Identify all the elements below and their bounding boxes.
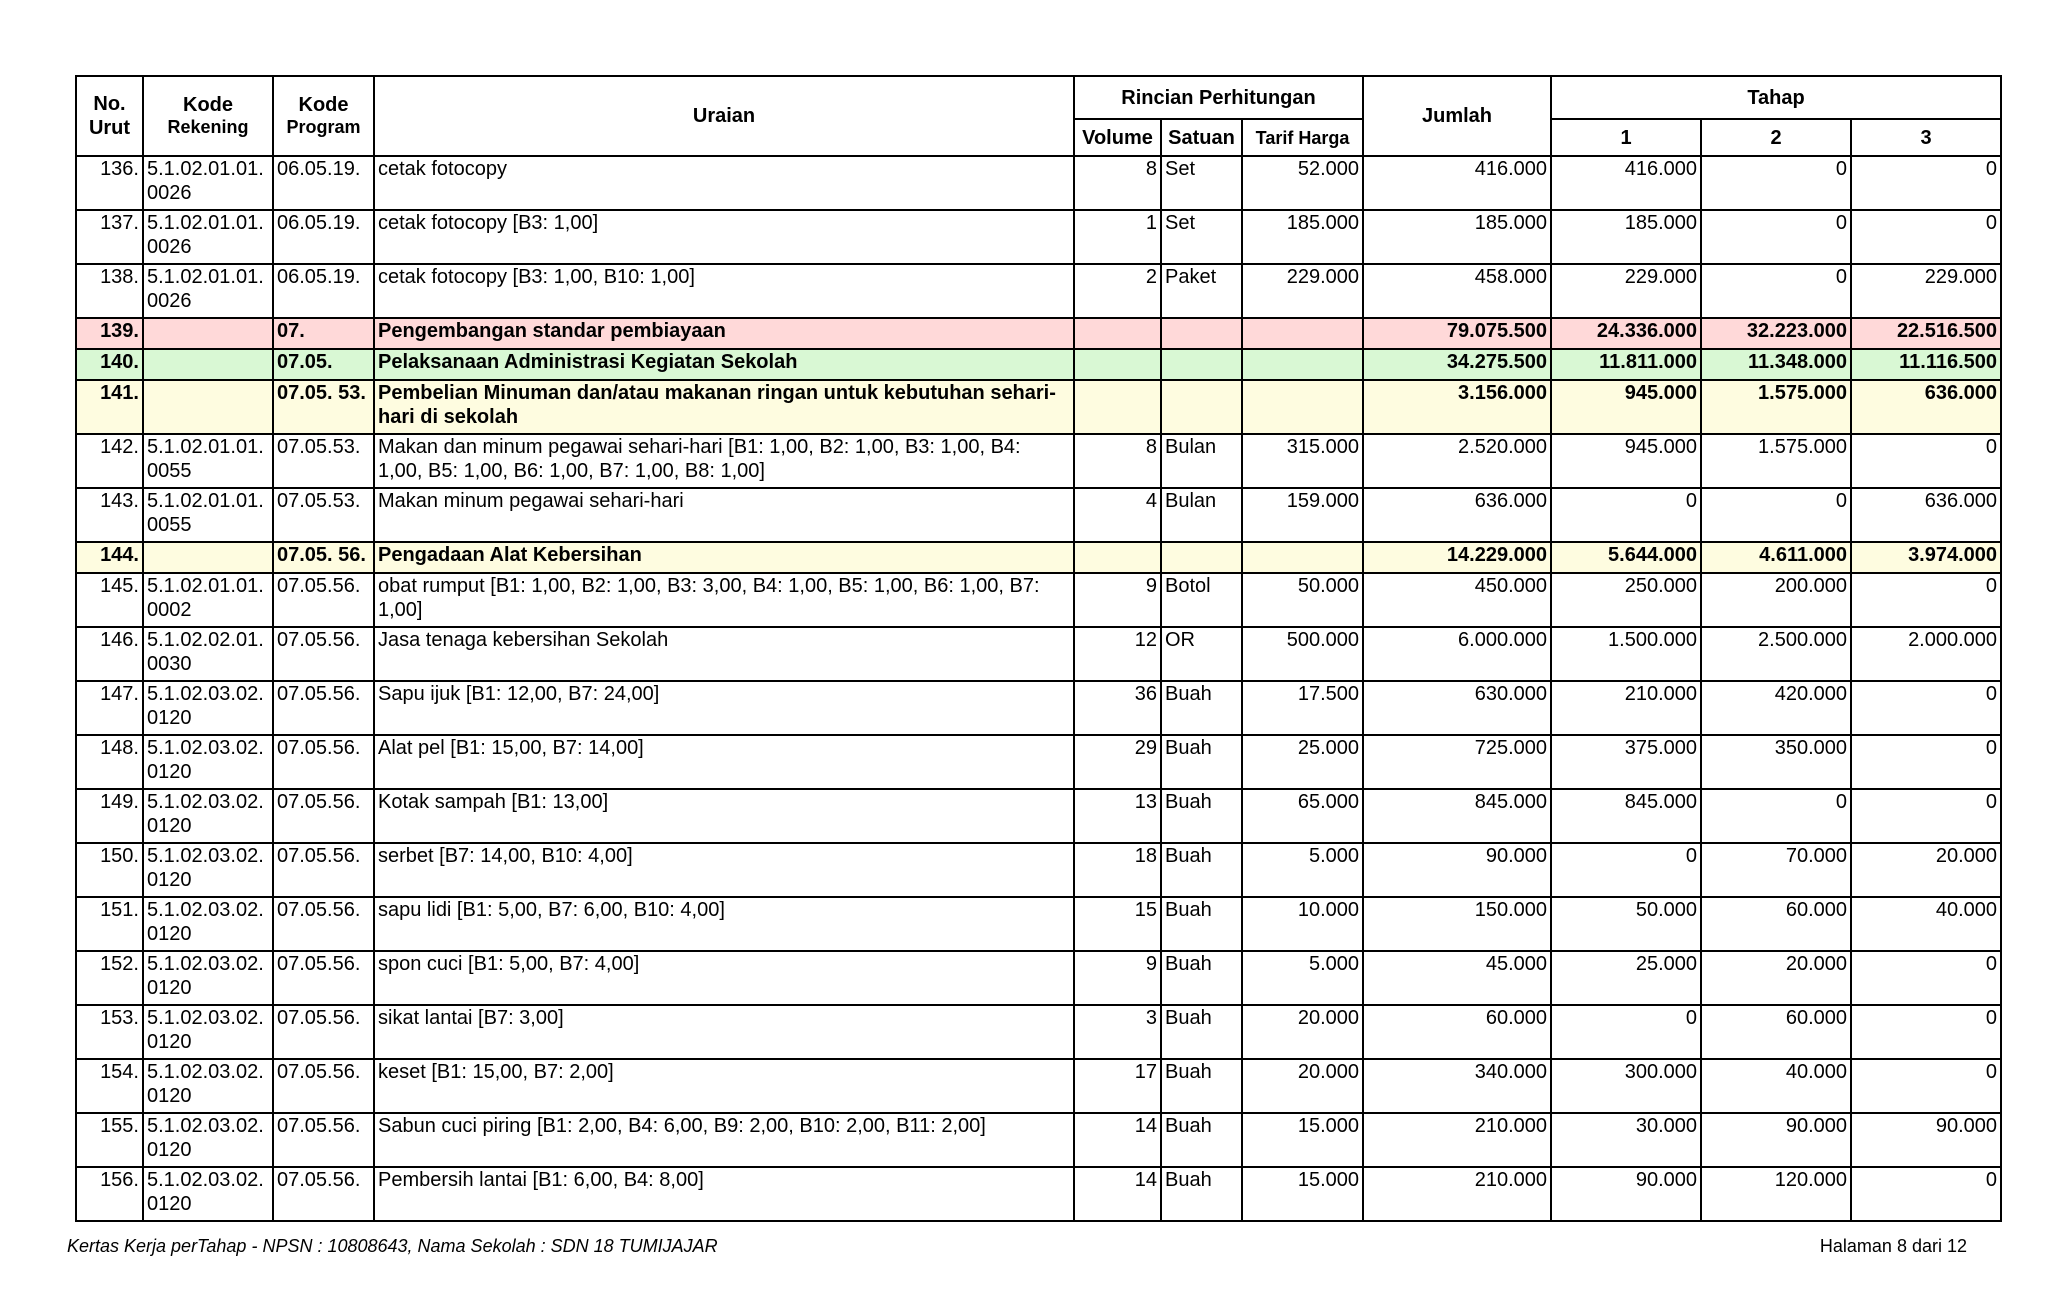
cell-tahap-3: 0: [1851, 735, 2001, 789]
cell-kode-rekening: 5.1.02.03.02. 0120: [143, 789, 273, 843]
cell-kode-program: 06.05.19.: [273, 264, 374, 318]
cell-jumlah: 210.000: [1363, 1167, 1551, 1221]
cell-jumlah: 14.229.000: [1363, 542, 1551, 573]
cell-satuan: OR: [1161, 627, 1242, 681]
cell-kode-program: 07.05.56.: [273, 681, 374, 735]
budget-sheet: [75, 75, 1998, 1222]
cell-volume: 2: [1074, 264, 1161, 318]
cell-tahap-2: 0: [1701, 488, 1851, 542]
cell-kode-program: 07.05. 53.: [273, 380, 374, 434]
cell-volume: 13: [1074, 789, 1161, 843]
cell-tahap-3: 2.000.000: [1851, 627, 2001, 681]
cell-uraian: Pengadaan Alat Kebersihan: [374, 542, 1074, 573]
cell-kode-rekening: 5.1.02.03.02. 0120: [143, 1167, 273, 1221]
cell-uraian: Pengembangan standar pembiayaan: [374, 318, 1074, 349]
cell-volume: [1074, 349, 1161, 380]
cell-uraian: sapu lidi [B1: 5,00, B7: 6,00, B10: 4,00]: [374, 897, 1074, 951]
cell-kode-rekening: 5.1.02.01.01. 0026: [143, 156, 273, 210]
cell-tahap-1: 945.000: [1551, 434, 1701, 488]
header-tarif: Tarif Harga: [1242, 119, 1363, 156]
cell-volume: [1074, 380, 1161, 434]
cell-kode-program: 07.05.56.: [273, 843, 374, 897]
header-volume: Volume: [1074, 119, 1161, 156]
cell-tarif: 159.000: [1242, 488, 1363, 542]
cell-satuan: Buah: [1161, 951, 1242, 1005]
cell-tahap-2: 120.000: [1701, 1167, 1851, 1221]
cell-tahap-1: 1.500.000: [1551, 627, 1701, 681]
cell-jumlah: 34.275.500: [1363, 349, 1551, 380]
cell-tahap-1: 0: [1551, 488, 1701, 542]
cell-uraian: Makan minum pegawai sehari-hari: [374, 488, 1074, 542]
cell-satuan: Buah: [1161, 1167, 1242, 1221]
table-row: [76, 1167, 2001, 1221]
table-row: [76, 897, 2001, 951]
cell-satuan: [1161, 318, 1242, 349]
cell-volume: 36: [1074, 681, 1161, 735]
cell-volume: 17: [1074, 1059, 1161, 1113]
cell-tahap-2: 0: [1701, 789, 1851, 843]
cell-tahap-3: 3.974.000: [1851, 542, 2001, 573]
cell-kode-program: 06.05.19.: [273, 156, 374, 210]
cell-no-urut: 138.: [76, 264, 143, 318]
cell-no-urut: 153.: [76, 1005, 143, 1059]
cell-kode-rekening: 5.1.02.01.01. 0055: [143, 434, 273, 488]
cell-kode-program: 07.05.53.: [273, 434, 374, 488]
header-tahap-3: 3: [1851, 119, 2001, 156]
cell-tahap-1: 5.644.000: [1551, 542, 1701, 573]
cell-tarif: [1242, 318, 1363, 349]
cell-tahap-2: 60.000: [1701, 897, 1851, 951]
cell-jumlah: 185.000: [1363, 210, 1551, 264]
cell-tahap-3: 0: [1851, 573, 2001, 627]
cell-tarif: 5.000: [1242, 843, 1363, 897]
cell-kode-program: 07.05. 56.: [273, 542, 374, 573]
cell-uraian: Makan dan minum pegawai sehari-hari [B1: 1,00, B2: 1,00, B3: 1,00, B4: 1,00, B5: 1,00, B6: 1,00, B7: 1,00, B8: 1,00]: [374, 434, 1074, 488]
cell-no-urut: 142.: [76, 434, 143, 488]
cell-tahap-1: 24.336.000: [1551, 318, 1701, 349]
cell-jumlah: 725.000: [1363, 735, 1551, 789]
cell-jumlah: 340.000: [1363, 1059, 1551, 1113]
cell-satuan: Buah: [1161, 735, 1242, 789]
cell-tahap-3: 229.000: [1851, 264, 2001, 318]
cell-no-urut: 137.: [76, 210, 143, 264]
cell-uraian: keset [B1: 15,00, B7: 2,00]: [374, 1059, 1074, 1113]
cell-uraian: Sapu ijuk [B1: 12,00, B7: 24,00]: [374, 681, 1074, 735]
cell-kode-program: 07.05.53.: [273, 488, 374, 542]
cell-tahap-2: 200.000: [1701, 573, 1851, 627]
table-row: [76, 573, 2001, 627]
cell-satuan: Bulan: [1161, 488, 1242, 542]
header-uraian: Uraian: [374, 76, 1074, 156]
cell-tahap-3: 0: [1851, 951, 2001, 1005]
cell-volume: [1074, 318, 1161, 349]
cell-tahap-3: 0: [1851, 434, 2001, 488]
cell-tahap-2: 4.611.000: [1701, 542, 1851, 573]
cell-no-urut: 139.: [76, 318, 143, 349]
cell-tahap-2: 20.000: [1701, 951, 1851, 1005]
cell-tarif: 229.000: [1242, 264, 1363, 318]
cell-jumlah: 636.000: [1363, 488, 1551, 542]
cell-tahap-3: 20.000: [1851, 843, 2001, 897]
cell-tahap-3: 0: [1851, 1059, 2001, 1113]
cell-tahap-1: 375.000: [1551, 735, 1701, 789]
cell-no-urut: 148.: [76, 735, 143, 789]
cell-tahap-1: 416.000: [1551, 156, 1701, 210]
table-row: [76, 627, 2001, 681]
cell-kode-program: 07.05.: [273, 349, 374, 380]
cell-no-urut: 143.: [76, 488, 143, 542]
cell-volume: 1: [1074, 210, 1161, 264]
cell-kode-rekening: [143, 318, 273, 349]
cell-no-urut: 140.: [76, 349, 143, 380]
cell-tahap-1: 25.000: [1551, 951, 1701, 1005]
cell-no-urut: 150.: [76, 843, 143, 897]
table-row-group: [76, 542, 2001, 573]
cell-volume: 8: [1074, 156, 1161, 210]
cell-tarif: 65.000: [1242, 789, 1363, 843]
cell-tahap-3: 22.516.500: [1851, 318, 2001, 349]
cell-volume: 3: [1074, 1005, 1161, 1059]
cell-volume: 9: [1074, 951, 1161, 1005]
header-tahap-2: 2: [1701, 119, 1851, 156]
cell-volume: 12: [1074, 627, 1161, 681]
cell-tarif: [1242, 542, 1363, 573]
cell-kode-rekening: 5.1.02.03.02. 0120: [143, 1059, 273, 1113]
cell-jumlah: 845.000: [1363, 789, 1551, 843]
cell-tahap-3: 0: [1851, 1167, 2001, 1221]
cell-tarif: [1242, 349, 1363, 380]
cell-tahap-2: 90.000: [1701, 1113, 1851, 1167]
table-row: [76, 843, 2001, 897]
cell-tarif: 25.000: [1242, 735, 1363, 789]
cell-kode-rekening: 5.1.02.01.01. 0026: [143, 264, 273, 318]
cell-no-urut: 147.: [76, 681, 143, 735]
cell-uraian: serbet [B7: 14,00, B10: 4,00]: [374, 843, 1074, 897]
table-row: [76, 1059, 2001, 1113]
cell-tahap-1: 229.000: [1551, 264, 1701, 318]
cell-tahap-2: 40.000: [1701, 1059, 1851, 1113]
cell-kode-rekening: 5.1.02.01.01. 0055: [143, 488, 273, 542]
table-row: [76, 264, 2001, 318]
cell-satuan: Bulan: [1161, 434, 1242, 488]
cell-tarif: 315.000: [1242, 434, 1363, 488]
cell-tahap-2: 70.000: [1701, 843, 1851, 897]
cell-tahap-2: 350.000: [1701, 735, 1851, 789]
cell-jumlah: 150.000: [1363, 897, 1551, 951]
cell-uraian: Alat pel [B1: 15,00, B7: 14,00]: [374, 735, 1074, 789]
cell-tahap-3: 0: [1851, 156, 2001, 210]
cell-no-urut: 136.: [76, 156, 143, 210]
table-row: [76, 735, 2001, 789]
cell-no-urut: 149.: [76, 789, 143, 843]
cell-uraian: Sabun cuci piring [B1: 2,00, B4: 6,00, B9: 2,00, B10: 2,00, B11: 2,00]: [374, 1113, 1074, 1167]
cell-kode-program: 07.: [273, 318, 374, 349]
cell-tahap-2: 32.223.000: [1701, 318, 1851, 349]
cell-volume: 14: [1074, 1167, 1161, 1221]
cell-kode-program: 07.05.56.: [273, 897, 374, 951]
cell-tahap-2: 0: [1701, 264, 1851, 318]
cell-kode-program: 06.05.19.: [273, 210, 374, 264]
cell-tahap-2: 420.000: [1701, 681, 1851, 735]
cell-satuan: Buah: [1161, 1059, 1242, 1113]
cell-no-urut: 144.: [76, 542, 143, 573]
cell-no-urut: 141.: [76, 380, 143, 434]
cell-kode-rekening: 5.1.02.03.02. 0120: [143, 735, 273, 789]
footer-document-info: Kertas Kerja perTahap - NPSN : 10808643, Nama Sekolah : SDN 18 TUMIJAJAR: [67, 1236, 718, 1256]
cell-kode-rekening: 5.1.02.03.02. 0120: [143, 1005, 273, 1059]
cell-no-urut: 151.: [76, 897, 143, 951]
cell-tahap-1: 945.000: [1551, 380, 1701, 434]
cell-kode-rekening: [143, 349, 273, 380]
cell-jumlah: 458.000: [1363, 264, 1551, 318]
cell-kode-rekening: 5.1.02.03.02. 0120: [143, 897, 273, 951]
cell-tarif: 17.500: [1242, 681, 1363, 735]
cell-jumlah: 90.000: [1363, 843, 1551, 897]
cell-volume: [1074, 542, 1161, 573]
cell-satuan: Botol: [1161, 573, 1242, 627]
budget-table: [75, 75, 2002, 1222]
cell-tahap-1: 300.000: [1551, 1059, 1701, 1113]
cell-tarif: 185.000: [1242, 210, 1363, 264]
cell-satuan: Buah: [1161, 1113, 1242, 1167]
cell-kode-rekening: [143, 542, 273, 573]
cell-tahap-3: 11.116.500: [1851, 349, 2001, 380]
cell-tahap-2: 60.000: [1701, 1005, 1851, 1059]
cell-jumlah: 450.000: [1363, 573, 1551, 627]
cell-satuan: Set: [1161, 210, 1242, 264]
cell-volume: 14: [1074, 1113, 1161, 1167]
cell-tahap-1: 210.000: [1551, 681, 1701, 735]
cell-jumlah: 630.000: [1363, 681, 1551, 735]
cell-uraian: Jasa tenaga kebersihan Sekolah: [374, 627, 1074, 681]
cell-satuan: Buah: [1161, 1005, 1242, 1059]
cell-kode-program: 07.05.56.: [273, 627, 374, 681]
cell-satuan: Buah: [1161, 789, 1242, 843]
cell-kode-rekening: 5.1.02.02.01. 0030: [143, 627, 273, 681]
cell-satuan: Buah: [1161, 897, 1242, 951]
header-rincian: Rincian Perhitungan: [1074, 76, 1363, 119]
cell-kode-program: 07.05.56.: [273, 1167, 374, 1221]
cell-kode-rekening: 5.1.02.03.02. 0120: [143, 951, 273, 1005]
cell-tahap-1: 30.000: [1551, 1113, 1701, 1167]
cell-kode-program: 07.05.56.: [273, 1005, 374, 1059]
cell-kode-program: 07.05.56.: [273, 951, 374, 1005]
header-tahap-1: 1: [1551, 119, 1701, 156]
cell-jumlah: 3.156.000: [1363, 380, 1551, 434]
cell-uraian: Pembelian Minuman dan/atau makanan ringan untuk kebutuhan sehari-hari di sekolah: [374, 380, 1074, 434]
cell-tarif: 5.000: [1242, 951, 1363, 1005]
cell-jumlah: 210.000: [1363, 1113, 1551, 1167]
cell-tarif: 20.000: [1242, 1005, 1363, 1059]
cell-no-urut: 152.: [76, 951, 143, 1005]
cell-uraian: cetak fotocopy: [374, 156, 1074, 210]
cell-tahap-2: 2.500.000: [1701, 627, 1851, 681]
header-tahap: Tahap: [1551, 76, 2001, 119]
cell-tarif: 50.000: [1242, 573, 1363, 627]
cell-jumlah: 416.000: [1363, 156, 1551, 210]
cell-jumlah: 79.075.500: [1363, 318, 1551, 349]
cell-satuan: [1161, 349, 1242, 380]
cell-tahap-1: 0: [1551, 1005, 1701, 1059]
cell-uraian: cetak fotocopy [B3: 1,00]: [374, 210, 1074, 264]
cell-tahap-3: 0: [1851, 210, 2001, 264]
cell-tahap-2: 1.575.000: [1701, 434, 1851, 488]
cell-volume: 9: [1074, 573, 1161, 627]
cell-satuan: Paket: [1161, 264, 1242, 318]
cell-tahap-3: 0: [1851, 1005, 2001, 1059]
cell-jumlah: 45.000: [1363, 951, 1551, 1005]
table-row: [76, 434, 2001, 488]
header-jumlah: Jumlah: [1363, 76, 1551, 156]
cell-uraian: cetak fotocopy [B3: 1,00, B10: 1,00]: [374, 264, 1074, 318]
cell-uraian: sikat lantai [B7: 3,00]: [374, 1005, 1074, 1059]
cell-kode-rekening: 5.1.02.03.02. 0120: [143, 1113, 273, 1167]
footer-page-number: Halaman 8 dari 12: [1819, 1236, 1967, 1256]
table-row: [76, 210, 2001, 264]
cell-tarif: 15.000: [1242, 1167, 1363, 1221]
cell-volume: 29: [1074, 735, 1161, 789]
table-row: [76, 156, 2001, 210]
cell-kode-program: 07.05.56.: [273, 573, 374, 627]
cell-tahap-3: 0: [1851, 789, 2001, 843]
cell-tarif: 10.000: [1242, 897, 1363, 951]
header-no-urut: No. Urut: [76, 76, 143, 156]
cell-tahap-3: 636.000: [1851, 488, 2001, 542]
cell-tarif: 500.000: [1242, 627, 1363, 681]
cell-volume: 18: [1074, 843, 1161, 897]
cell-jumlah: 60.000: [1363, 1005, 1551, 1059]
header-kode-program: Kode Program: [273, 76, 374, 156]
cell-uraian: obat rumput [B1: 1,00, B2: 1,00, B3: 3,00, B4: 1,00, B5: 1,00, B6: 1,00, B7: 1,00]: [374, 573, 1074, 627]
table-row: [76, 488, 2001, 542]
cell-uraian: Pelaksanaan Administrasi Kegiatan Sekolah: [374, 349, 1074, 380]
cell-no-urut: 155.: [76, 1113, 143, 1167]
cell-volume: 8: [1074, 434, 1161, 488]
table-row-group: [76, 318, 2001, 349]
cell-tahap-1: 185.000: [1551, 210, 1701, 264]
cell-satuan: Set: [1161, 156, 1242, 210]
cell-tarif: [1242, 380, 1363, 434]
table-body: [76, 156, 2001, 1221]
cell-jumlah: 6.000.000: [1363, 627, 1551, 681]
header-kode-rekening: Kode Rekening: [143, 76, 273, 156]
cell-kode-program: 07.05.56.: [273, 1059, 374, 1113]
cell-no-urut: 154.: [76, 1059, 143, 1113]
cell-kode-program: 07.05.56.: [273, 789, 374, 843]
table-header: [76, 76, 2001, 156]
cell-tahap-3: 40.000: [1851, 897, 2001, 951]
cell-tahap-1: 50.000: [1551, 897, 1701, 951]
cell-tahap-2: 1.575.000: [1701, 380, 1851, 434]
table-row: [76, 681, 2001, 735]
cell-tarif: 52.000: [1242, 156, 1363, 210]
table-row: [76, 1113, 2001, 1167]
cell-no-urut: 145.: [76, 573, 143, 627]
cell-kode-rekening: [143, 380, 273, 434]
table-row: [76, 789, 2001, 843]
cell-tahap-1: 845.000: [1551, 789, 1701, 843]
table-row-group: [76, 380, 2001, 434]
cell-kode-program: 07.05.56.: [273, 1113, 374, 1167]
cell-volume: 4: [1074, 488, 1161, 542]
cell-uraian: Kotak sampah [B1: 13,00]: [374, 789, 1074, 843]
cell-satuan: Buah: [1161, 681, 1242, 735]
table-row-group: [76, 349, 2001, 380]
cell-tarif: 15.000: [1242, 1113, 1363, 1167]
table-row: [76, 1005, 2001, 1059]
cell-jumlah: 2.520.000: [1363, 434, 1551, 488]
cell-satuan: Buah: [1161, 843, 1242, 897]
cell-tahap-3: 0: [1851, 681, 2001, 735]
cell-kode-rekening: 5.1.02.03.02. 0120: [143, 681, 273, 735]
cell-tarif: 20.000: [1242, 1059, 1363, 1113]
cell-uraian: Pembersih lantai [B1: 6,00, B4: 8,00]: [374, 1167, 1074, 1221]
cell-tahap-2: 11.348.000: [1701, 349, 1851, 380]
cell-tahap-2: 0: [1701, 210, 1851, 264]
cell-volume: 15: [1074, 897, 1161, 951]
cell-kode-rekening: 5.1.02.03.02. 0120: [143, 843, 273, 897]
cell-no-urut: 146.: [76, 627, 143, 681]
cell-no-urut: 156.: [76, 1167, 143, 1221]
cell-tahap-2: 0: [1701, 156, 1851, 210]
cell-tahap-1: 250.000: [1551, 573, 1701, 627]
header-satuan: Satuan: [1161, 119, 1242, 156]
cell-kode-program: 07.05.56.: [273, 735, 374, 789]
cell-tahap-3: 90.000: [1851, 1113, 2001, 1167]
cell-uraian: spon cuci [B1: 5,00, B7: 4,00]: [374, 951, 1074, 1005]
cell-tahap-3: 636.000: [1851, 380, 2001, 434]
cell-tahap-1: 11.811.000: [1551, 349, 1701, 380]
cell-kode-rekening: 5.1.02.01.01. 0002: [143, 573, 273, 627]
cell-satuan: [1161, 542, 1242, 573]
cell-tahap-1: 0: [1551, 843, 1701, 897]
cell-kode-rekening: 5.1.02.01.01. 0026: [143, 210, 273, 264]
table-row: [76, 951, 2001, 1005]
cell-tahap-1: 90.000: [1551, 1167, 1701, 1221]
cell-satuan: [1161, 380, 1242, 434]
